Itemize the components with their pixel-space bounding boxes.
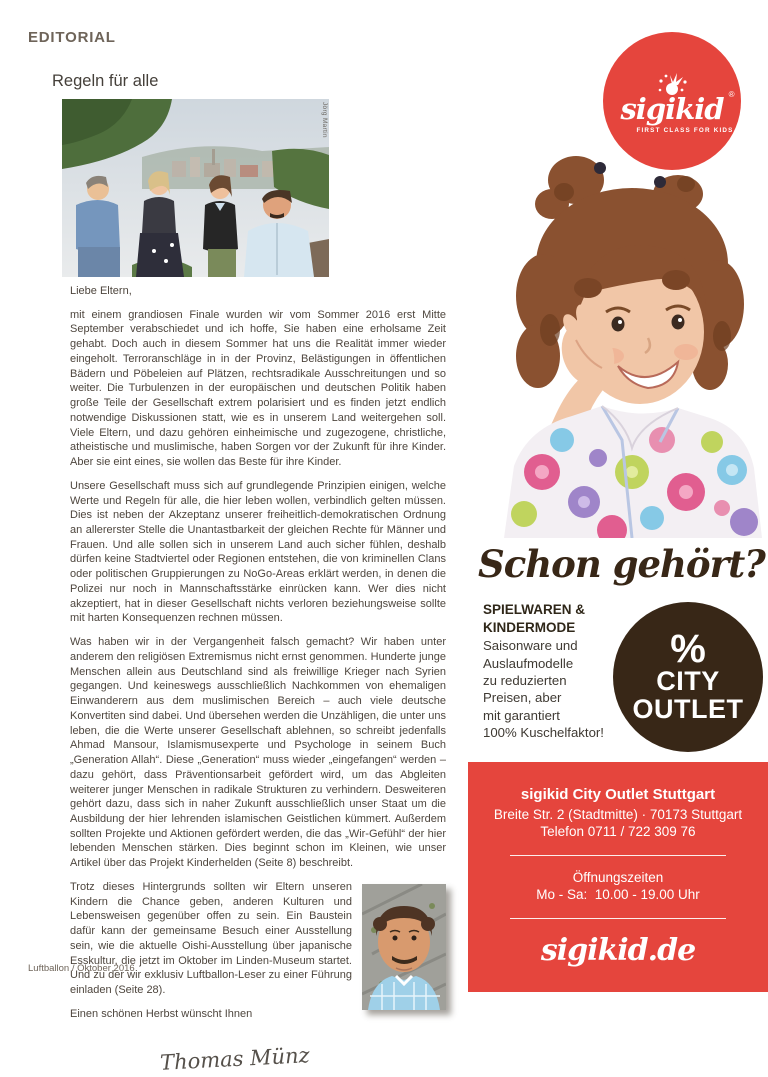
divider	[510, 918, 726, 919]
paragraph-4: Trotz dieses Hintergrunds sollten wir Eltern unseren Kindern die Chance geben, anderen Kulturen und Lebensweisen gegenüber offen zu sein. Ein Baustein dafür kann der gemeinsame Besuch einer Ausstellung sein, wie die aktuelle Oishi-Ausstellung über japanische Esskultur, die jetzt im Oktober im Linden-Museum startet. Und zu der wir exklusiv Luftballon-Leser zu einer Führung einladen (Seite 28).	[70, 880, 352, 997]
magazine-footer: Luftballon / Oktober 2016	[28, 963, 135, 974]
badge-outlet: OUTLET	[632, 694, 744, 724]
ad-headline: Schon gehört?	[478, 542, 765, 586]
photo-credit: Jörg Martin	[321, 102, 328, 138]
brand-wordmark	[620, 89, 734, 126]
editorial-body	[70, 284, 446, 1073]
ad-line-5: mit garantiert	[483, 707, 560, 723]
salutation: Liebe Eltern,	[70, 285, 132, 297]
city-outlet-badge	[613, 602, 763, 752]
signature: Thomas Münz	[159, 1042, 311, 1075]
ad-copy-block	[483, 601, 613, 742]
percent-sign: %	[670, 626, 706, 671]
website-url: sigikid.de	[540, 933, 696, 968]
hours-label: Öffnungszeiten	[572, 870, 664, 885]
badge-city: CITY	[656, 665, 720, 696]
store-info-box	[468, 762, 768, 992]
editor-portrait-photo	[362, 884, 446, 1010]
girl-listening-photo	[480, 140, 768, 538]
sigikid-logo	[603, 32, 741, 170]
store-name: sigikid City Outlet Stuttgart	[520, 786, 716, 803]
paragraph-2: Unsere Gesellschaft muss sich auf grundlegende Prinzipien einigen, welche Werte und Regeln für alle, die hier leben wollen, verbindlich gelten müssen. Dies ist neben der Akzeptanz unserer freiheitlich-demokratischen Ordnung an allererster Stelle die Unantastbarkeit der gleichen Rechte für Männer und Frauen. Und alle sollen sich in unserem Land auch sicher fühlen, deshalb dürfen keine Stadtviertel oder Regionen entstehen, die von kriminellen Clans oder politischen Gruppierungen zu NoGo-Areas erklärt werden, in denen die Polizei nur noch in Mannschaftsstärke einrücken kann. Wer dies nicht akzeptiert, hat in dieser Gesellschaft nichts verloren beziehungsweise sollte mit harten Konsequenzen rechnen müssen.	[70, 479, 446, 625]
hours-value: Mo - Sa: 10.00 - 19.00 Uhr	[536, 887, 700, 902]
brand-tagline: FIRST CLASS FOR KIDS	[636, 126, 734, 134]
ad-line-4: Preisen, aber	[483, 690, 562, 706]
ad-line-2: Auslaufmodelle	[483, 655, 574, 671]
ad-line-6: 100% Kuschelfaktor!	[483, 725, 604, 741]
registered-mark: ®	[728, 89, 734, 99]
editorial-team-photo-illustration	[62, 99, 329, 277]
section-label: EDITORIAL	[28, 29, 116, 46]
store-address: Breite Str. 2 (Stadtmitte) · 70173 Stuttgart	[493, 807, 743, 822]
ad-line-1: Saisonware und	[483, 638, 578, 654]
paragraph-3: Was haben wir in der Vergangenheit falsch gemacht? Wir haben unter anderem den religiösen Extremismus nicht ernst genommen. Hunderte junge Menschen allein aus Deutschland sind als freiwillige Krieger nach Syrien gegangen. Und keineswegs ausschließlich Nachkommen von ehemaligen Einwanderern aus dem muslimischen Bereich – auch viele deutsche Konvertiten sind dabei. Und übersehen werden die Unzähligen, die unter uns leben, die die Werte unserer Gesellschaft ablehnen, so schreibt jedenfalls Ahmad Mansour, Islamismusexperte und Psychologe in seinem Buch „Generation Allah“. Diese „Generation“ muss wieder „eingefangen“ werden – dazu gehört, dass Präventionsarbeit gefördert wird, um das Abgleiten weiterer junger Menschen in radikale Strukturen zu verhindern. Desweiteren gehört dazu, dass sich in naher Zukunft ausschließlich unser Staat um die Ausbildung der hier lehrenden islamischen Geistlichen kümmert. Außerdem sollten Projekte und Aktionen gefördert werden, die das „Wir-Gefühl“ der hier lebenden Menschen stärken. Dies beginnt schon im Kleinen, wie unser Artikel über das Projekt Kinderhelden (Seite 8) beschreibt.	[70, 636, 446, 870]
article-title: Regeln für alle	[52, 72, 159, 90]
paragraph-4-wrap	[70, 880, 446, 1073]
editorial-team-photo	[62, 99, 329, 277]
brand-name: sigikid	[620, 91, 724, 126]
ad-line-3: zu reduzierten	[483, 672, 567, 688]
store-phone: Telefon 0711 / 722 309 76	[540, 824, 696, 839]
closing-line: Einen schönen Herbst wünscht Ihnen	[70, 1007, 253, 1020]
paragraph-1: mit einem grandiosen Finale wurden wir vom Sommer 2016 erst Mitte September verabschiedet und ich hoffe, Sie haben eine erholsame Zeit gehabt. Doch auch in diesem Sommer hat uns die Realität immer wieder eingeholt. Terroranschläge in in der Provinz, Belästigungen in öffentlichen Bädern und Pöbeleien auf Plätzen, rechtsradikale Ausschreitungen und so weiter. Die Turbulenzen in der europäischen und deutschen Politik haben große Teile der Gesellschaft extrem polarisiert und es finden jetzt endlich notwendige Diskussionen statt, wie es in unserem Land weitergehen soll. Viele Eltern, und dazu gehören einheimische und zugezogene, christliche, atheistische und muslimische, haben Sorgen vor der Zukunft für ihre Kinder. Aber sie eint eines, sie wollen das Beste für ihre Kinder.	[70, 308, 446, 469]
divider	[510, 855, 726, 856]
ad-category-line-1: SPIELWAREN &	[483, 602, 586, 617]
ad-category-line-2: KINDERMODE	[483, 619, 576, 635]
